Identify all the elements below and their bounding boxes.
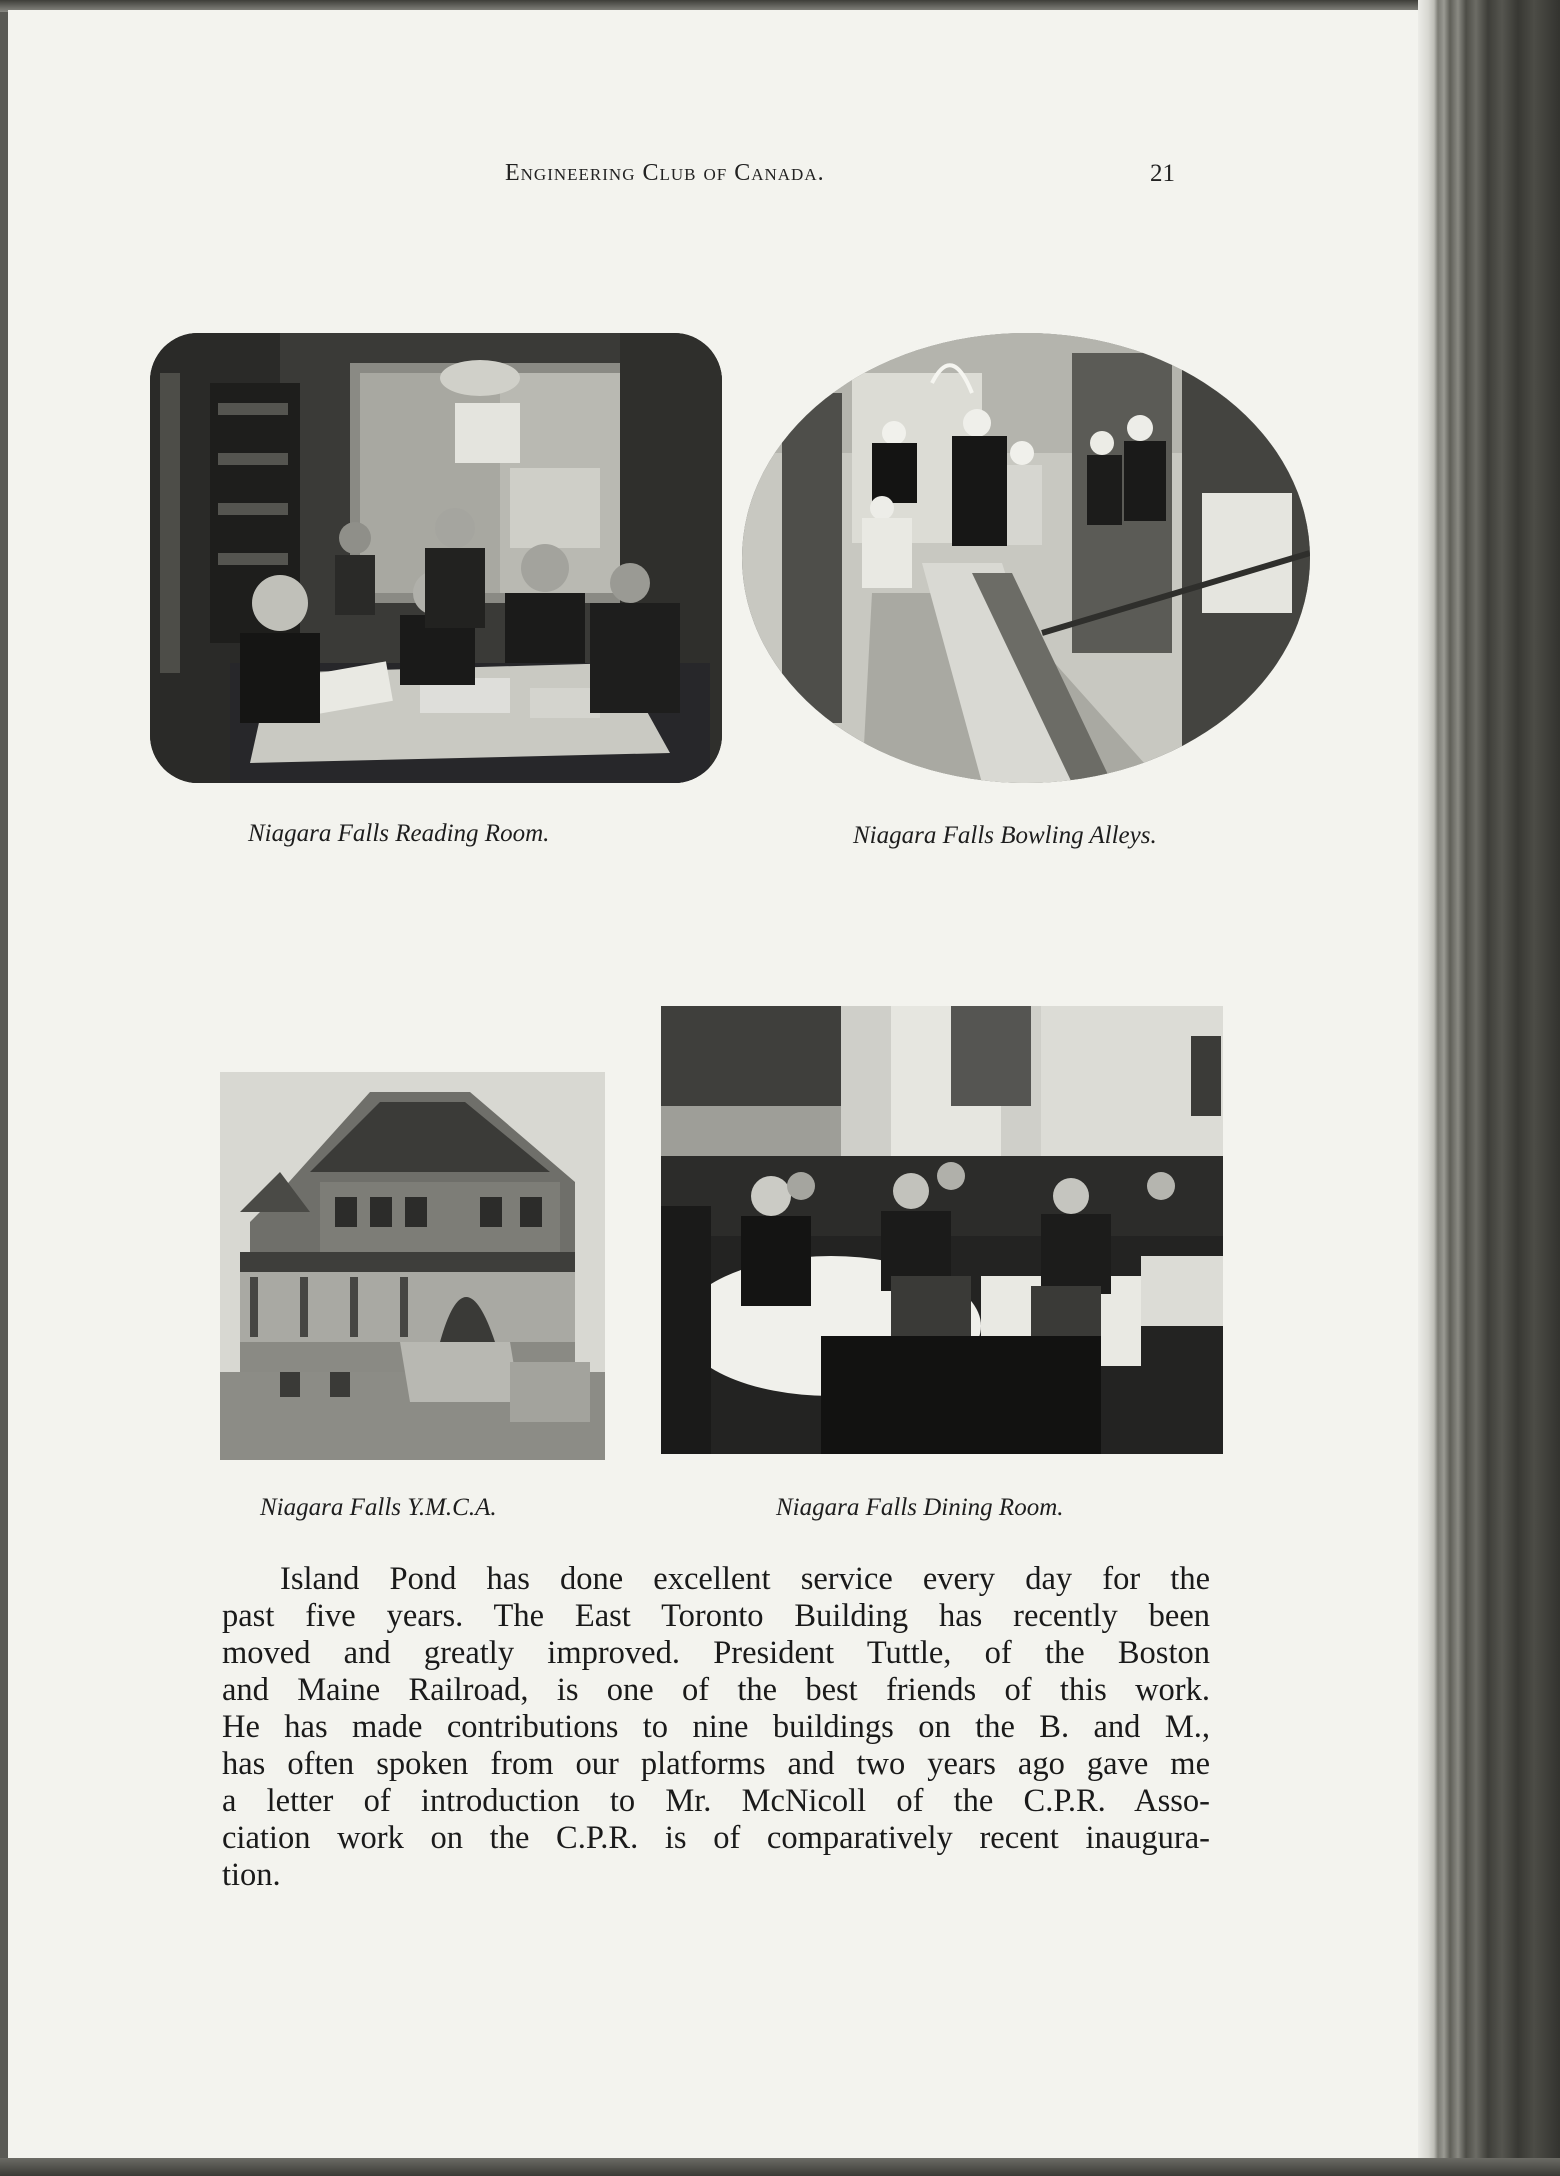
body-line: and Maine Railroad, is one of the best friends of this work. — [222, 1672, 1210, 1708]
dining-room-caption: Niagara Falls Dining Room. — [776, 1494, 1064, 1521]
bowling-alleys-photo — [742, 333, 1310, 783]
ymca-caption: Niagara Falls Y.M.C.A. — [260, 1494, 497, 1521]
body-line: Island Pond has done excellent service every day for the — [280, 1561, 1210, 1597]
running-head: Engineering Club of Canada. — [505, 160, 825, 186]
body-line: moved and greatly improved. President Tuttle, of the Boston — [222, 1635, 1210, 1671]
body-line: past five years. The East Toronto Building has recently been — [222, 1598, 1210, 1634]
page-number: 21 — [1150, 160, 1175, 187]
body-line: He has made contributions to nine buildings on the B. and M., — [222, 1709, 1210, 1745]
dining-room-photo — [661, 1006, 1223, 1454]
reading-room-photo — [150, 333, 722, 783]
book-binding — [1418, 0, 1560, 2176]
body-line: has often spoken from our platforms and two years ago gave me — [222, 1746, 1210, 1782]
body-line: a letter of introduction to Mr. McNicoll of the C.P.R. Asso- — [222, 1783, 1210, 1819]
book-bottom-edge — [0, 2158, 1560, 2176]
body-line: tion. — [222, 1857, 281, 1893]
reading-room-caption: Niagara Falls Reading Room. — [248, 820, 550, 847]
ymca-building-photo — [220, 1072, 605, 1460]
body-paragraph — [222, 1561, 1210, 1894]
body-line: ciation work on the C.P.R. is of comparatively recent inaugura- — [222, 1820, 1210, 1856]
bowling-alleys-caption: Niagara Falls Bowling Alleys. — [853, 822, 1157, 849]
